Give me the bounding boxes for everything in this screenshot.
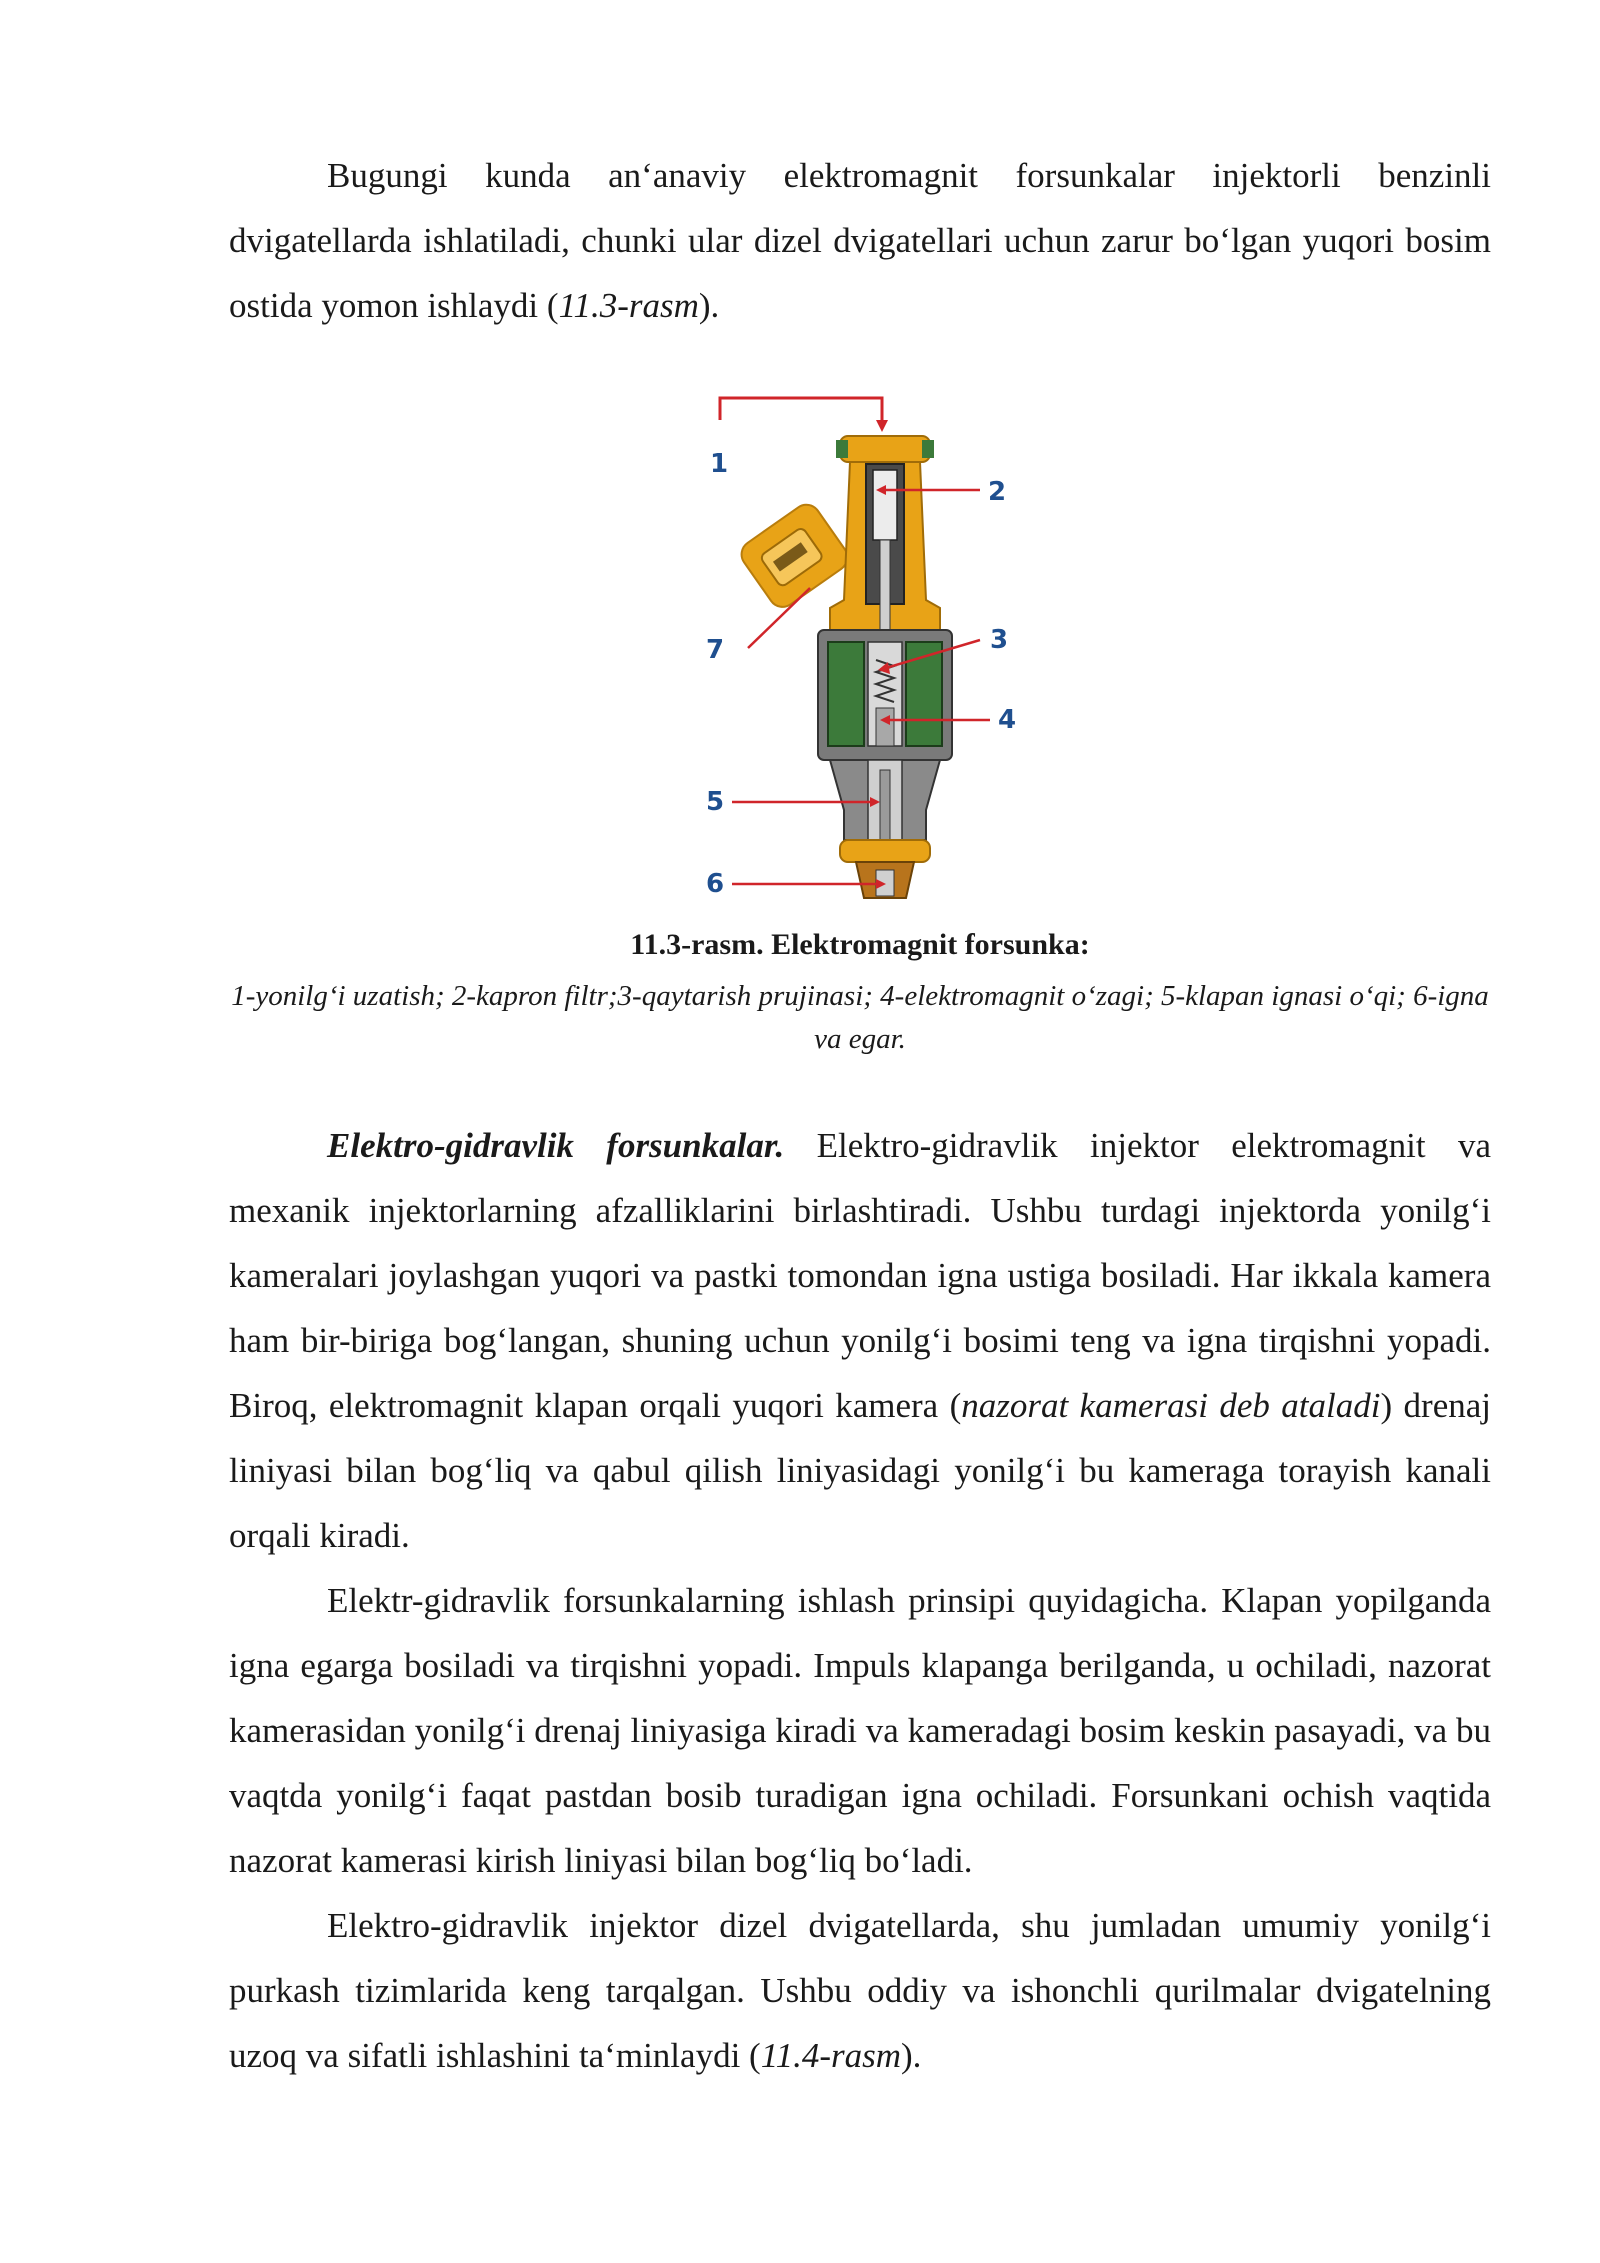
electro-hydraulic-text-2: ) drenaj liniyasi bilan bog‘liq va qabul qilish liniyasidagi yonilg‘i bu kameraga torayish kanali orqali kiradi. xyxy=(229,1386,1491,1555)
label-3: 3 xyxy=(990,625,1009,655)
usage-paragraph xyxy=(229,1893,1491,2088)
caption-legend: 1-yonilg‘i uzatish; 2-kapron filtr;3-qaytarish prujinasi; 4-elektromagnit o‘zagi; 5-klapan ignasi o‘qi; 6-igna va egar. xyxy=(231,980,1489,1055)
intro-close: ). xyxy=(698,286,720,325)
usage-close: ). xyxy=(901,2036,922,2075)
intro-paragraph-block xyxy=(229,143,1491,338)
figure-reference-2: 11.4-rasm xyxy=(760,2036,902,2075)
label-7: 7 xyxy=(706,635,725,665)
label-4: 4 xyxy=(998,705,1017,735)
electro-hydraulic-paragraph xyxy=(229,1113,1491,1568)
figure-reference: 11.3-rasm xyxy=(558,286,699,325)
label-2: 2 xyxy=(988,477,1007,507)
injector-cross-section-image xyxy=(690,390,1070,910)
intro-paragraph xyxy=(229,143,1491,338)
working-principle-paragraph: Elektr-gidravlik forsunkalarning ishlash prinsipi quyidagicha. Klapan yopilganda igna egarga bosiladi va tirqishni yopadi. Impuls klapanga berilganda, u ochiladi, nazorat kamerasidan yonilg‘i drenaj liniyasiga kiradi va kameradagi bosim keskin pasayadi, va bu vaqtda yonilg‘i faqat pastdan bosib turadigan igna ochiladi. Forsunkani ochish vaqtida nazorat kamerasi kirish liniyasi bilan bog‘liq bo‘ladi. xyxy=(229,1581,1491,1880)
body-text-block xyxy=(229,1113,1491,2088)
label-6: 6 xyxy=(706,869,725,899)
control-chamber-term: nazorat kamerasi deb ataladi xyxy=(961,1386,1381,1425)
electro-hydraulic-text-1: Elektro-gidravlik injektor elektromagnit va mexanik injektorlarning afzalliklarini birlashtiradi. Ushbu turdagi injektorda yonilg‘i kameralari joylashgan yuqori va pastki tomondan igna ustiga bosiladi. Har ikkala kamera ham bir-biriga bog‘langan, shuning uchun yonilg‘i bosimi teng va igna tirqishni yopadi. Biroq, elektromagnit klapan orqali yuqori kamera ( xyxy=(229,1126,1492,1425)
label-1: 1 xyxy=(710,449,729,479)
usage-text: Elektro-gidravlik injektor dizel dvigatellarda, shu jumladan umumiy yonilg‘i purkash tizimlarida keng tarqalgan. Ushbu oddiy va ishonchli qurilmalar dvigatelning uzoq va sifatli ishlashini ta‘minlaydi ( xyxy=(229,1906,1491,2075)
section-heading: Elektro-gidravlik forsunkalar. xyxy=(327,1126,785,1165)
figure-caption xyxy=(229,925,1491,1061)
caption-title: 11.3-rasm. Elektromagnit forsunka: xyxy=(630,928,1090,961)
label-5: 5 xyxy=(706,787,725,817)
intro-text: Bugungi kunda an‘anaviy elektromagnit forsunkalar injektorli benzinli dvigatellarda ishlatiladi, chunki ular dizel dvigatellari uchun zarur bo‘lgan yuqori bosim ostida yomon ishlaydi ( xyxy=(229,156,1491,325)
injector-figure xyxy=(690,390,1070,910)
